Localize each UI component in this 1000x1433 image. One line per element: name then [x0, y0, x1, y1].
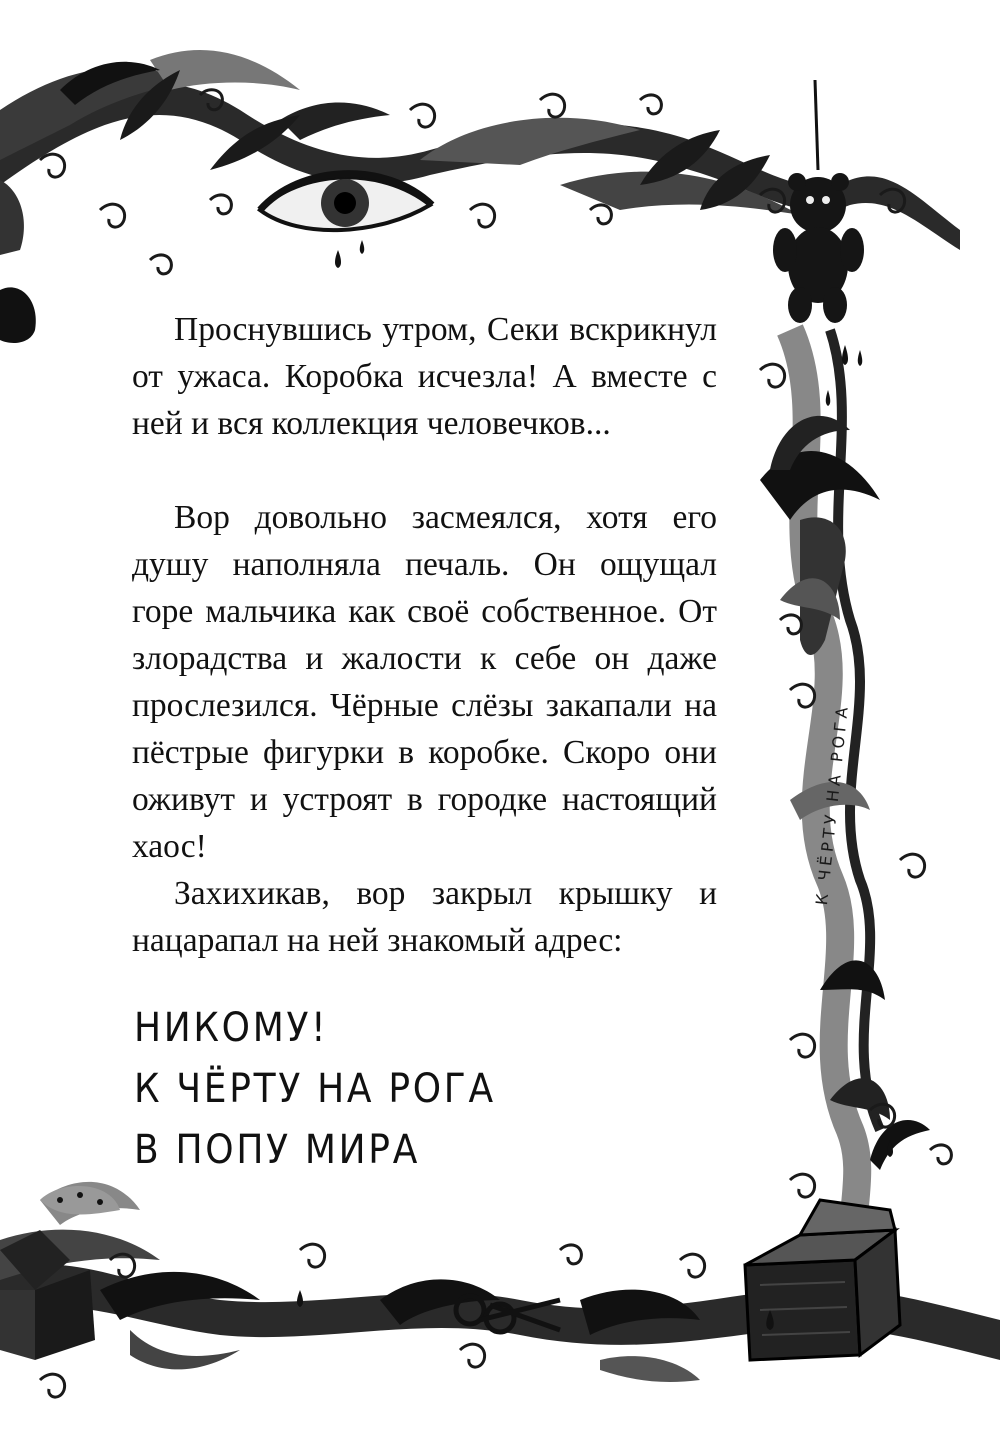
handwritten-address — [134, 998, 620, 1181]
right-vine-border — [760, 330, 930, 1280]
right-open-box — [745, 1200, 900, 1360]
paragraph-2: Вор довольно засмеялся, хотя его душу наполняла печаль. Он ощущал горе мальчика как своё собственное. От злорадства и жалости к себе он даже прослезился. Чёрные слёзы закапали на пёстрые фигурки в коробке. Скоро они оживут и устроят в городке настоящий хаос! — [132, 499, 717, 865]
paragraph-1: Проснувшись утром, Секи вскрикнул от ужаса. Коробка исчезла! А вместе с ней и вся коллекция человечков... — [132, 311, 717, 442]
address-line-3: В ПОПУ МИРА — [134, 1127, 421, 1173]
address-line-1: НИКОМУ! — [134, 1005, 329, 1051]
eye-illustration — [260, 174, 432, 268]
address-line-2: К ЧЁРТУ НА РОГА — [134, 1066, 496, 1112]
paragraph-3: Захихикав, вор закрыл крышку и нацарапал на ней знакомый адрес: — [132, 875, 717, 959]
left-corner-shapes — [0, 180, 36, 343]
story-text — [132, 306, 717, 964]
box-side-label: К ЧЁРТУ НА РОГА — [812, 702, 853, 906]
